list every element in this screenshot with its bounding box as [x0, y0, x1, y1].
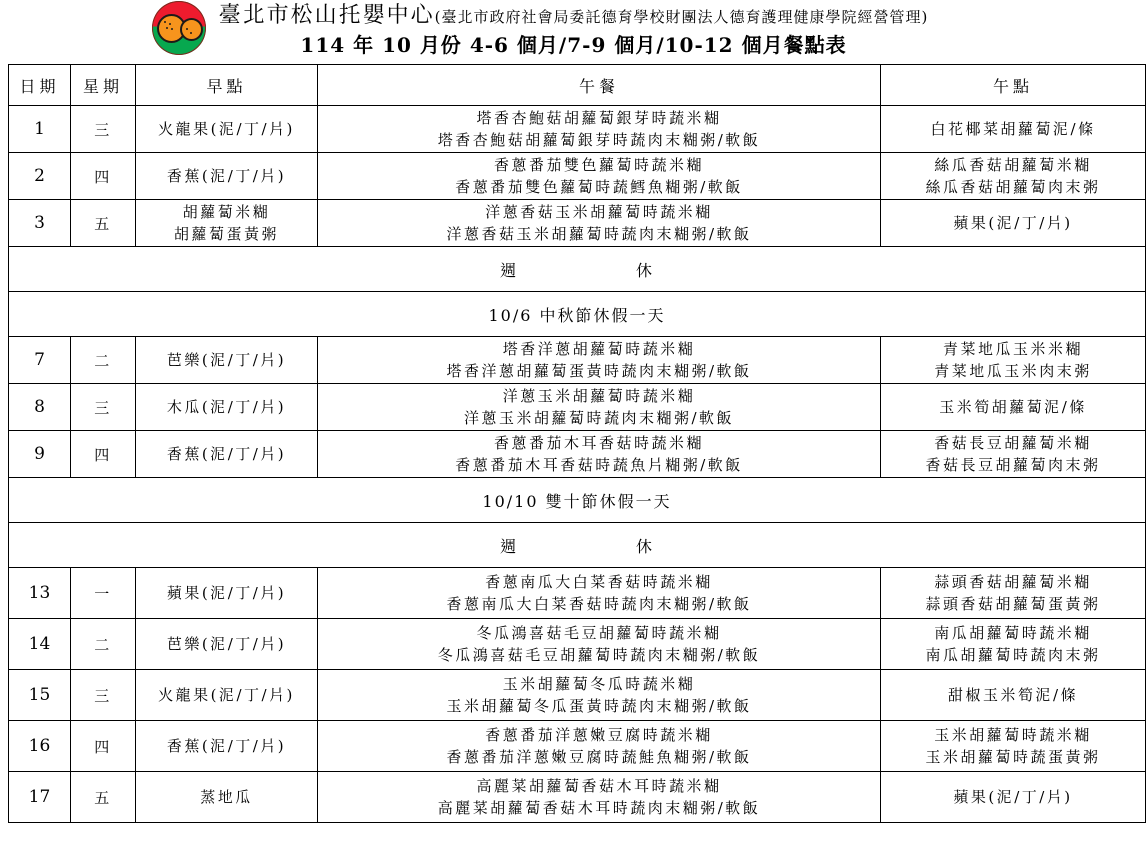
- notice-text-wrap: [11, 534, 1143, 557]
- col-header-lunch: 午餐: [318, 65, 881, 106]
- snack-line: 香菇長豆胡蘿蔔肉末粥: [925, 456, 1101, 474]
- col-header-snack: 午點: [881, 65, 1146, 106]
- lunch-cell: [318, 670, 881, 721]
- notice-text: 10/10 雙十節休假一天: [482, 491, 672, 511]
- date-cell: 13: [9, 568, 71, 619]
- snack-line: 白花椰菜胡蘿蔔泥/條: [930, 120, 1096, 138]
- snack-cell: [881, 670, 1146, 721]
- orange-fruit-icon: [180, 18, 203, 41]
- lunch-line: 塔香洋蔥胡蘿蔔蛋黃時蔬肉末糊粥/軟飯: [446, 362, 752, 380]
- notice-text: 10/6 中秋節休假一天: [488, 305, 666, 325]
- weekday-cell: 三: [71, 670, 136, 721]
- lunch-line: 冬瓜鴻喜菇毛豆胡蘿蔔時蔬米糊: [476, 624, 722, 642]
- snack-cell: [881, 721, 1146, 772]
- meal-menu-table: [8, 64, 1146, 823]
- weekday-cell: 一: [71, 568, 136, 619]
- weekday-cell: 四: [71, 721, 136, 772]
- lunch-line: 玉米胡蘿蔔冬瓜蛋黃時蔬肉末糊粥/軟飯: [446, 697, 752, 715]
- lunch-cell: [318, 431, 881, 478]
- menu-table-body: [9, 106, 1146, 823]
- lunch-line: 塔香洋蔥胡蘿蔔時蔬米糊: [502, 340, 696, 358]
- breakfast-line: 火龍果(泥/丁/片): [158, 120, 295, 138]
- date-cell: 15: [9, 670, 71, 721]
- snack-line: 玉米胡蘿蔔時蔬蛋黃粥: [925, 748, 1101, 766]
- breakfast-line: 木瓜(泥/丁/片): [166, 398, 287, 416]
- lunch-line: 香蔥南瓜大白菜香菇時蔬米糊: [485, 573, 713, 591]
- snack-cell: [881, 619, 1146, 670]
- snack-line: 香菇長豆胡蘿蔔米糊: [934, 434, 1092, 452]
- lunch-cell: [318, 772, 881, 823]
- snack-cell: [881, 153, 1146, 200]
- breakfast-line: 蒸地瓜: [200, 788, 253, 806]
- meal-row: [9, 337, 1146, 384]
- breakfast-line: 蘋果(泥/丁/片): [166, 584, 287, 602]
- meal-row: [9, 106, 1146, 153]
- breakfast-cell: [136, 619, 318, 670]
- breakfast-line: 火龍果(泥/丁/片): [158, 686, 295, 704]
- date-cell: 14: [9, 619, 71, 670]
- lunch-line: 高麗菜胡蘿蔔香菇木耳時蔬肉末糊粥/軟飯: [437, 799, 761, 817]
- weekday-cell: 二: [71, 619, 136, 670]
- notice-text-wrap: [11, 489, 1143, 512]
- date-cell: 2: [9, 153, 71, 200]
- breakfast-line: 香蕉(泥/丁/片): [166, 445, 287, 463]
- snack-line: 蒜頭香菇胡蘿蔔蛋黃粥: [925, 595, 1101, 613]
- breakfast-cell: [136, 337, 318, 384]
- weekend-rest-row: [9, 523, 1146, 568]
- weekday-cell: 五: [71, 200, 136, 247]
- snack-line: 青菜地瓜玉米米糊: [942, 340, 1083, 358]
- breakfast-line: 香蕉(泥/丁/片): [166, 167, 287, 185]
- holiday-notice-row: [9, 478, 1146, 523]
- weekend-rest-row: [9, 247, 1146, 292]
- breakfast-line: 芭樂(泥/丁/片): [166, 635, 287, 653]
- snack-line: 絲瓜香菇胡蘿蔔肉末粥: [925, 178, 1101, 196]
- lunch-line: 冬瓜鴻喜菇毛豆胡蘿蔔時蔬肉末糊粥/軟飯: [437, 646, 761, 664]
- snack-line: 玉米胡蘿蔔時蔬米糊: [934, 726, 1092, 744]
- lunch-cell: [318, 200, 881, 247]
- lunch-line: 塔香杏鮑菇胡蘿蔔銀芽時蔬米糊: [476, 109, 722, 127]
- snack-line: 南瓜胡蘿蔔時蔬米糊: [934, 624, 1092, 642]
- notice-text: 休: [636, 260, 655, 280]
- lunch-line: 香蔥番茄洋蔥嫩豆腐時蔬鮭魚糊粥/軟飯: [446, 748, 752, 766]
- snack-line: 甜椒玉米筍泥/條: [947, 686, 1079, 704]
- lunch-line: 洋蔥香菇玉米胡蘿蔔時蔬米糊: [485, 203, 713, 221]
- lunch-cell: [318, 337, 881, 384]
- meal-row: [9, 721, 1146, 772]
- snack-line: 蒜頭香菇胡蘿蔔米糊: [934, 573, 1092, 591]
- snack-cell: [881, 431, 1146, 478]
- lunch-line: 玉米胡蘿蔔冬瓜時蔬米糊: [502, 675, 696, 693]
- lunch-cell: [318, 384, 881, 431]
- lunch-cell: [318, 568, 881, 619]
- breakfast-cell: [136, 670, 318, 721]
- org-name: 臺北市松山托嬰中心: [218, 3, 435, 28]
- snack-line: 青菜地瓜玉米肉末粥: [934, 362, 1092, 380]
- weekday-cell: 四: [71, 153, 136, 200]
- lunch-line: 洋蔥玉米胡蘿蔔時蔬肉末糊粥/軟飯: [463, 409, 735, 427]
- date-cell: 17: [9, 772, 71, 823]
- col-header-weekday: 星期: [71, 65, 136, 106]
- snack-cell: [881, 568, 1146, 619]
- lunch-cell: [318, 721, 881, 772]
- breakfast-line: 胡蘿蔔蛋黃粥: [173, 225, 279, 243]
- meal-row: [9, 568, 1146, 619]
- holiday-notice-cell: [9, 292, 1146, 337]
- meal-row: [9, 619, 1146, 670]
- holiday-notice-row: [9, 292, 1146, 337]
- date-cell: 8: [9, 384, 71, 431]
- breakfast-cell: [136, 384, 318, 431]
- page-header: [0, 0, 1147, 64]
- snack-line: 南瓜胡蘿蔔時蔬肉末粥: [925, 646, 1101, 664]
- breakfast-cell: [136, 431, 318, 478]
- notice-text: 週: [499, 536, 518, 556]
- breakfast-cell: [136, 200, 318, 247]
- lunch-line: 香蔥番茄木耳香菇時蔬魚片糊粥/軟飯: [455, 456, 743, 474]
- date-cell: 7: [9, 337, 71, 384]
- meal-row: [9, 670, 1146, 721]
- snack-line: 蘋果(泥/丁/片): [953, 214, 1073, 232]
- snack-cell: [881, 337, 1146, 384]
- date-cell: 1: [9, 106, 71, 153]
- lunch-line: 香蔥番茄洋蔥嫩豆腐時蔬米糊: [485, 726, 713, 744]
- lunch-line: 香蔥番茄木耳香菇時蔬米糊: [493, 434, 704, 452]
- weekday-cell: 四: [71, 431, 136, 478]
- meal-row: [9, 431, 1146, 478]
- notice-text: 休: [636, 536, 655, 556]
- lunch-line: 洋蔥玉米胡蘿蔔時蔬米糊: [502, 387, 696, 405]
- date-cell: 3: [9, 200, 71, 247]
- orange-dots-icon: [164, 21, 166, 23]
- org-note: (臺北市政府社會局委託德育學校財團法人德育護理健康學院經營管理): [434, 8, 929, 26]
- fruit-logo-icon: [152, 1, 206, 55]
- breakfast-cell: [136, 568, 318, 619]
- notice-text: 週: [499, 260, 518, 280]
- menu-title: 114 年 10 月份 4-6 個月/7-9 個月/10-12 個月餐點表: [300, 33, 847, 57]
- breakfast-cell: [136, 772, 318, 823]
- lunch-cell: [318, 106, 881, 153]
- snack-cell: [881, 384, 1146, 431]
- lunch-cell: [318, 619, 881, 670]
- lunch-line: 香蔥番茄雙色蘿蔔時蔬鱈魚糊粥/軟飯: [455, 178, 743, 196]
- lunch-line: 高麗菜胡蘿蔔香菇木耳時蔬米糊: [476, 777, 722, 795]
- notice-text-wrap: [11, 258, 1143, 281]
- snack-cell: [881, 106, 1146, 153]
- meal-row: [9, 200, 1146, 247]
- breakfast-line: 胡蘿蔔米糊: [182, 203, 271, 221]
- meal-row: [9, 772, 1146, 823]
- col-header-breakfast: 早點: [136, 65, 318, 106]
- lunch-line: 洋蔥香菇玉米胡蘿蔔時蔬肉末糊粥/軟飯: [446, 225, 752, 243]
- notice-text-wrap: [11, 303, 1143, 326]
- date-cell: 16: [9, 721, 71, 772]
- snack-line: 絲瓜香菇胡蘿蔔米糊: [934, 156, 1092, 174]
- breakfast-cell: [136, 153, 318, 200]
- lunch-line: 香蔥南瓜大白菜香菇時蔬肉末糊粥/軟飯: [446, 595, 752, 613]
- weekend-rest-cell: [9, 247, 1146, 292]
- col-header-date: 日期: [9, 65, 71, 106]
- lunch-line: 香蔥番茄雙色蘿蔔時蔬米糊: [493, 156, 704, 174]
- table-header-row: [9, 65, 1146, 106]
- lunch-cell: [318, 153, 881, 200]
- date-cell: 9: [9, 431, 71, 478]
- meal-row: [9, 153, 1146, 200]
- breakfast-line: 芭樂(泥/丁/片): [166, 351, 287, 369]
- breakfast-cell: [136, 721, 318, 772]
- snack-line: 玉米筍胡蘿蔔泥/條: [939, 398, 1087, 416]
- snack-cell: [881, 772, 1146, 823]
- holiday-notice-cell: [9, 478, 1146, 523]
- snack-line: 蘋果(泥/丁/片): [953, 788, 1073, 806]
- breakfast-cell: [136, 106, 318, 153]
- weekday-cell: 五: [71, 772, 136, 823]
- weekend-rest-cell: [9, 523, 1146, 568]
- weekday-cell: 三: [71, 384, 136, 431]
- weekday-cell: 三: [71, 106, 136, 153]
- meal-row: [9, 384, 1146, 431]
- weekday-cell: 二: [71, 337, 136, 384]
- snack-cell: [881, 200, 1146, 247]
- lunch-line: 塔香杏鮑菇胡蘿蔔銀芽時蔬肉末糊粥/軟飯: [437, 131, 761, 149]
- breakfast-line: 香蕉(泥/丁/片): [166, 737, 287, 755]
